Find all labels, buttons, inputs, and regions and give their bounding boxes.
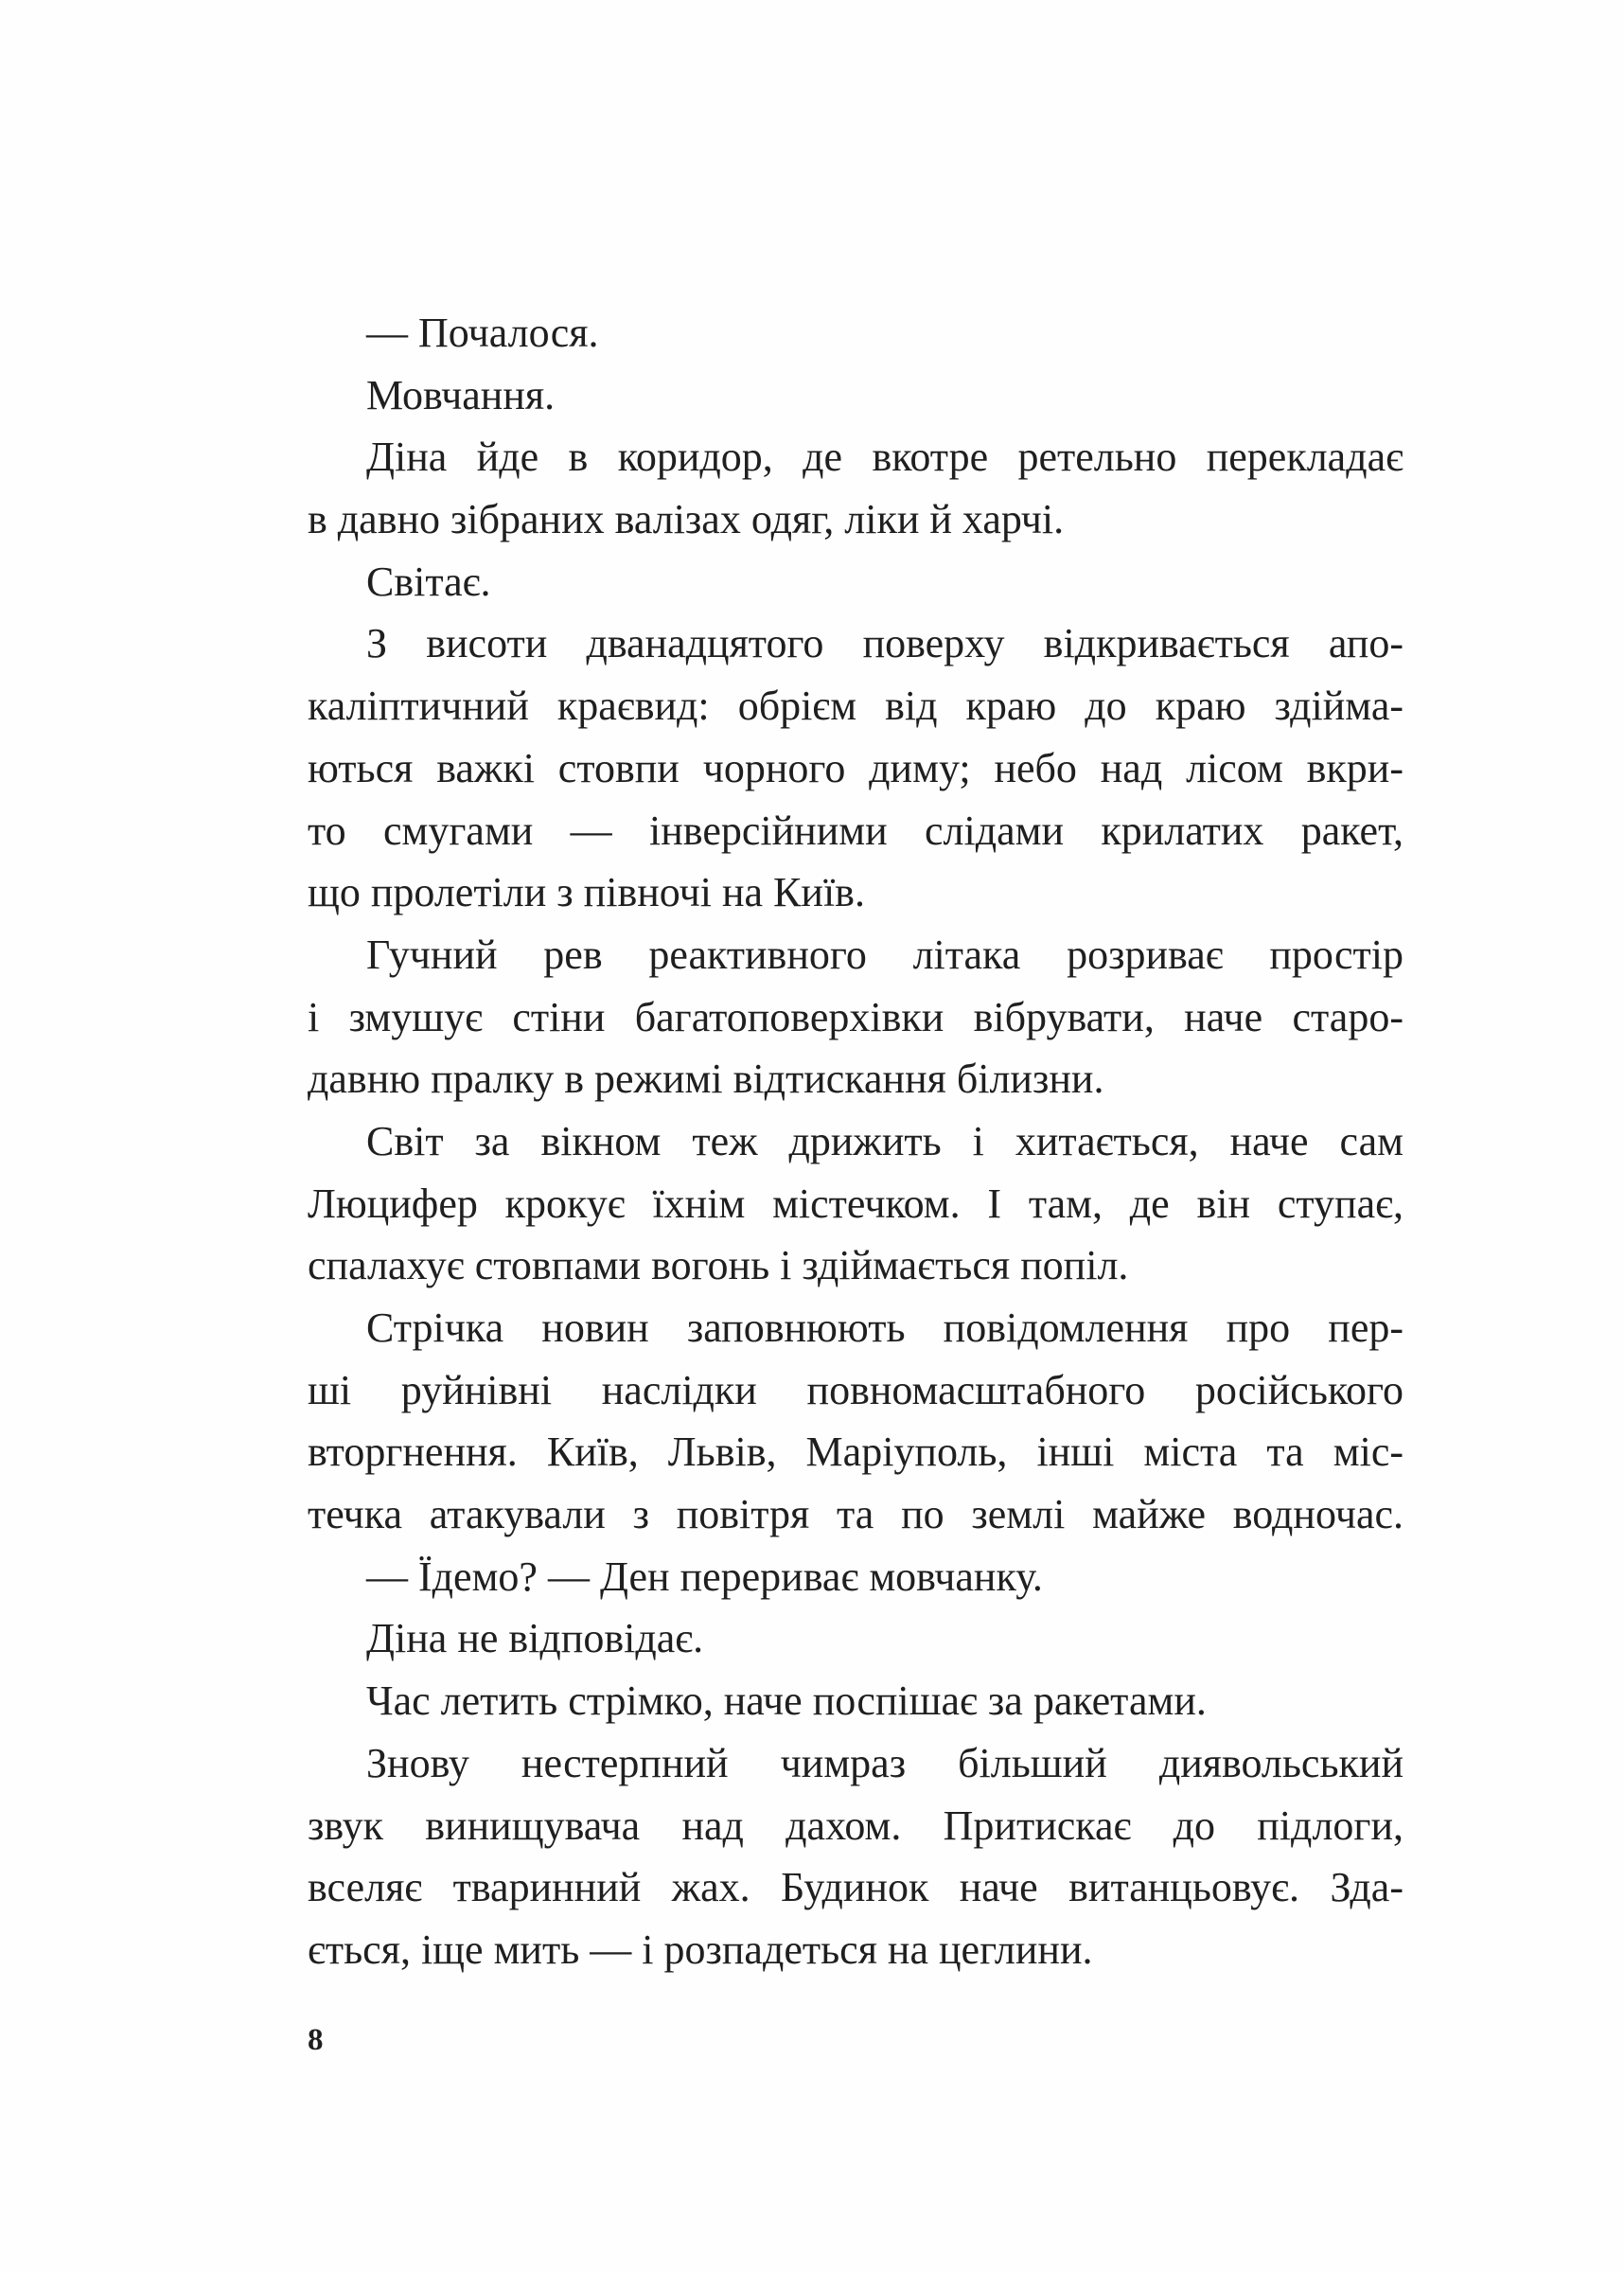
paragraph-dawn [308,551,1403,613]
paragraph-silence [308,364,1403,427]
text-line: З висоти дванадцятого поверху відкривається апо- [366,620,1403,667]
text-line: вселяє тваринний жах. Будинок наче витанцьовує. Зда- [308,1864,1403,1911]
paragraph-dialogue-started [308,302,1403,364]
text-line: — Почалося. [366,310,599,356]
paragraph-no-answer [308,1607,1403,1670]
paragraph-world-shakes [308,1110,1403,1297]
text-line: Стрічка новин заповнюють повідомлення про пер- [366,1305,1403,1351]
paragraph-view [308,612,1403,923]
text-line: ються важкі стовпи чорного диму; небо над лісом вкри- [308,744,1403,791]
text-line: що пролетіли з півночі на Київ. [308,869,865,916]
paragraph-corridor [308,426,1403,550]
text-line: — Їдемо? — Ден перериває мовчанку. [366,1553,1043,1600]
paragraph-news-feed [308,1297,1403,1546]
text-line: то смугами — інверсійними слідами крилатих ракет, [308,807,1403,854]
text-line: течка атакували з повітря та по землі майже водночас. [308,1491,1403,1538]
text-line: Люцифер крокує їхнім містечком. І там, де він ступає, [308,1180,1403,1227]
text-line: Діна не відповідає. [366,1615,704,1662]
text-line: Мовчання. [366,371,556,418]
paragraph-dialogue-lets-go [308,1546,1403,1608]
text-line: вторгнення. Київ, Львів, Маріуполь, інші міста та міс- [308,1429,1403,1476]
text-line: ші руйнівні наслідки повномасштабного російського [308,1366,1403,1413]
body-text [308,302,1403,1981]
text-line: давню пралку в режимі відтискання білизни. [308,1056,1104,1103]
text-line: каліптичний краєвид: обрієм від краю до краю здійма- [308,683,1403,730]
text-line: в давно зібраних валізах одяг, ліки й харчі. [308,496,1065,543]
text-line: Знову нестерпний чимраз більший диявольський [366,1739,1403,1786]
paragraph-jet-roar [308,924,1403,1110]
text-line: звук винищувача над дахом. Притискає до підлоги, [308,1802,1403,1849]
text-line: Діна йде в коридор, де вкотре ретельно перекладає [366,434,1403,481]
text-line: Гучний рев реактивного літака розриває простір [366,931,1403,978]
paragraph-fighter-sound [308,1732,1403,1981]
text-line: Світ за вікном теж дрижить і хитається, наче сам [366,1117,1403,1164]
text-line: Світає. [366,558,491,605]
text-line: ється, іще мить — і розпадеться на цеглини. [308,1926,1093,1973]
paragraph-time-flies [308,1670,1403,1732]
text-line: і змушує стіни багатоповерхівки вібрувати, наче старо- [308,993,1403,1040]
page-number: 8 [308,2023,324,2057]
text-line: Час летить стрімко, наче поспішає за ракетами. [366,1677,1207,1725]
text-line: спалахує стовпами вогонь і здіймається попіл. [308,1242,1129,1289]
